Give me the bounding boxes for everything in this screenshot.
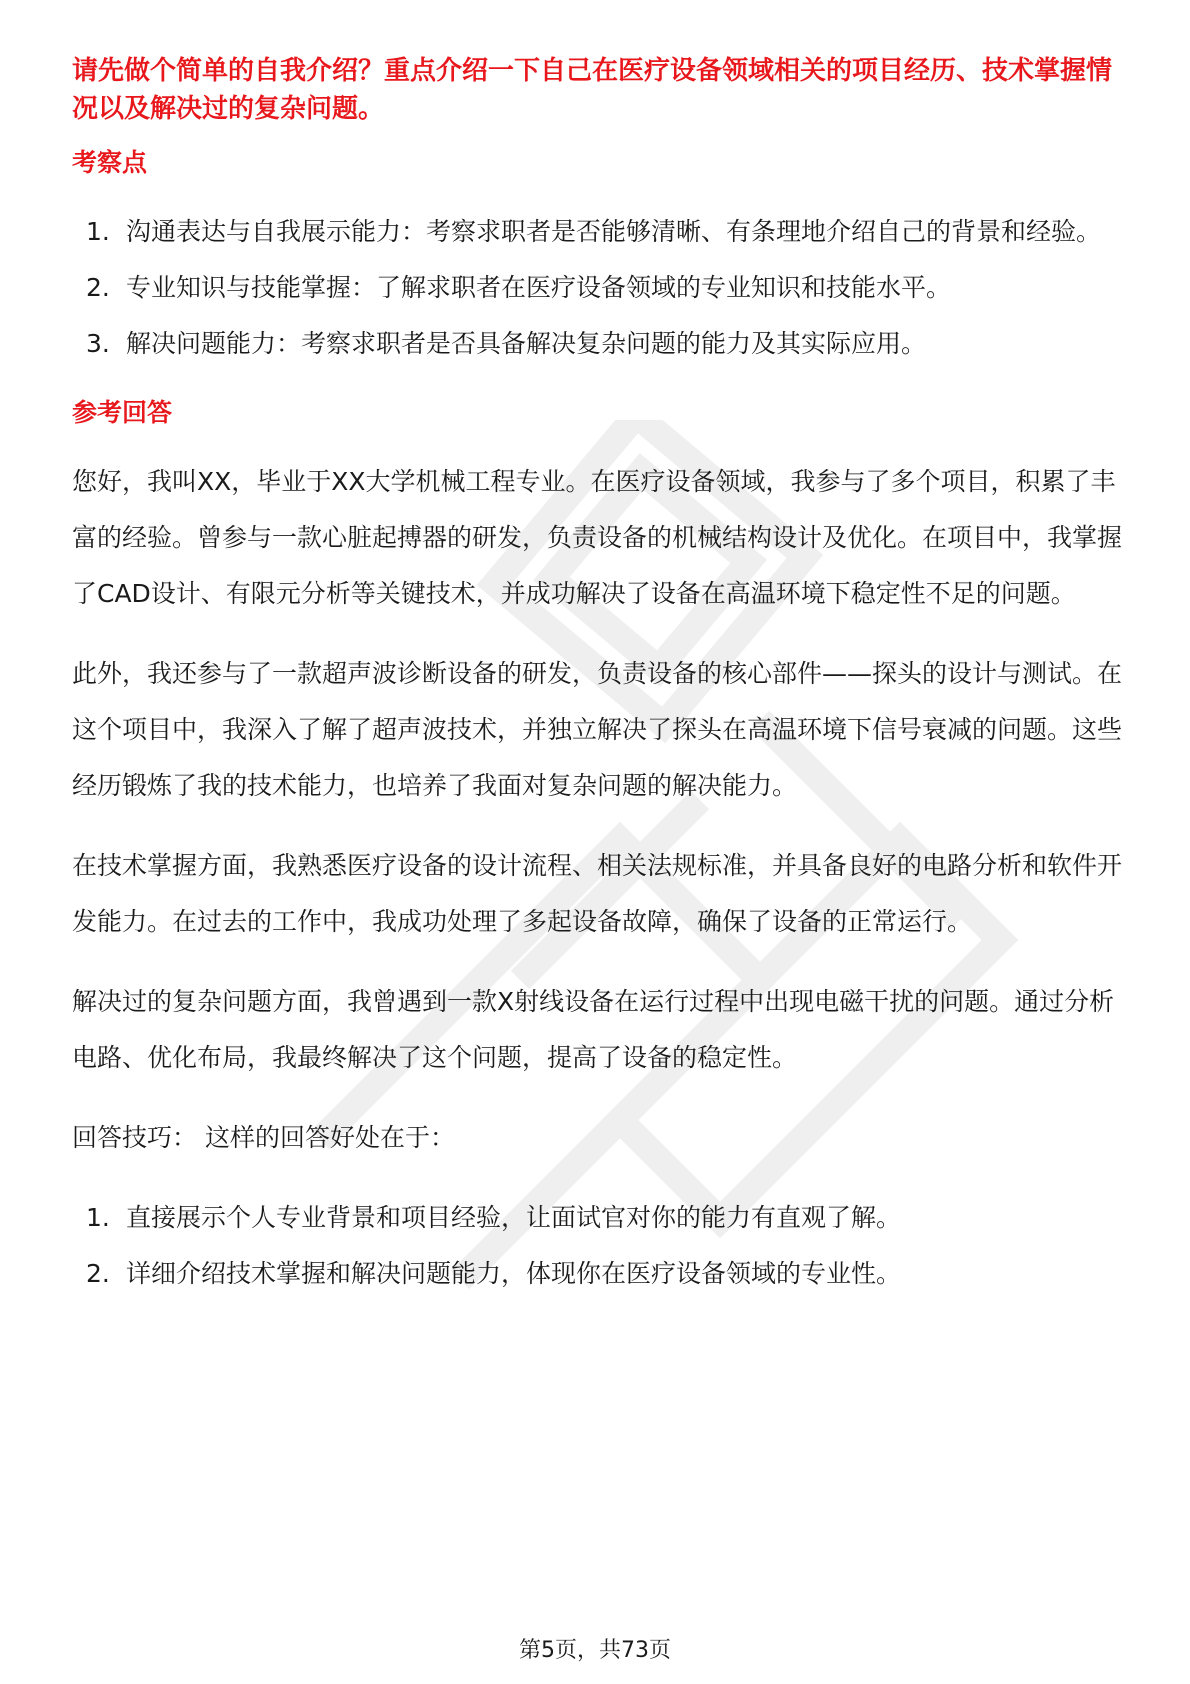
- list-item-number: 2.: [86, 1259, 110, 1288]
- section-heading-points: 考察点: [72, 148, 148, 177]
- list-item: [72, 1246, 1122, 1302]
- list-item-text: 沟通表达与自我展示能力：考察求职者是否能够清晰、有条理地介绍自己的背景和经验。: [126, 217, 1102, 246]
- list-item-number: 1.: [86, 1203, 110, 1232]
- document-page: [72, 52, 1122, 1326]
- list-item: [72, 260, 1122, 316]
- list-item-text: 专业知识与技能掌握：了解求职者在医疗设备领域的专业知识和技能水平。: [126, 273, 952, 302]
- points-list: [72, 204, 1122, 372]
- section-heading-answer: 参考回答: [72, 398, 173, 427]
- list-item-number: 3.: [86, 329, 110, 358]
- list-item-number: 1.: [86, 217, 110, 246]
- answer-paragraph: 您好，我叫XX，毕业于XX大学机械工程专业。在医疗设备领域，我参与了多个项目，积累了丰富的经验。曾参与一款心脏起搏器的研发，负责设备的机械结构设计及优化。在项目中，我掌握了CAD设计、有限元分析等关键技术，并成功解决了设备在高温环境下稳定性不足的问题。: [72, 467, 1123, 608]
- list-item-number: 2.: [86, 273, 110, 302]
- tips-list: [72, 1190, 1122, 1302]
- list-item: [72, 316, 1122, 372]
- list-item-text: 解决问题能力：考察求职者是否具备解决复杂问题的能力及其实际应用。: [126, 329, 927, 358]
- answer-paragraph: 在技术掌握方面，我熟悉医疗设备的设计流程、相关法规标准，并具备良好的电路分析和软件开发能力。在过去的工作中，我成功处理了多起设备故障，确保了设备的正常运行。: [72, 851, 1123, 936]
- list-item-text: 详细介绍技术掌握和解决问题能力，体现你在医疗设备领域的专业性。: [126, 1259, 902, 1288]
- question-title: 请先做个简单的自我介绍？重点介绍一下自己在医疗设备领域相关的项目经历、技术掌握情况以及解决过的复杂问题。: [72, 56, 1113, 124]
- page-number-footer: 第5页，共73页: [519, 1638, 671, 1663]
- list-item-text: 直接展示个人专业背景和项目经验，让面试官对你的能力有直观了解。: [126, 1203, 902, 1232]
- list-item: [72, 1190, 1122, 1246]
- answer-tips-intro: 回答技巧： 这样的回答好处在于：: [72, 1123, 455, 1152]
- answer-paragraph: 此外，我还参与了一款超声波诊断设备的研发，负责设备的核心部件——探头的设计与测试。在这个项目中，我深入了解了超声波技术，并独立解决了探头在高温环境下信号衰减的问题。这些经历锻炼了我的技术能力，也培养了我面对复杂问题的解决能力。: [72, 659, 1123, 800]
- list-item: [72, 204, 1122, 260]
- answer-paragraph: 解决过的复杂问题方面，我曾遇到一款X射线设备在运行过程中出现电磁干扰的问题。通过分析电路、优化布局，我最终解决了这个问题，提高了设备的稳定性。: [72, 987, 1115, 1072]
